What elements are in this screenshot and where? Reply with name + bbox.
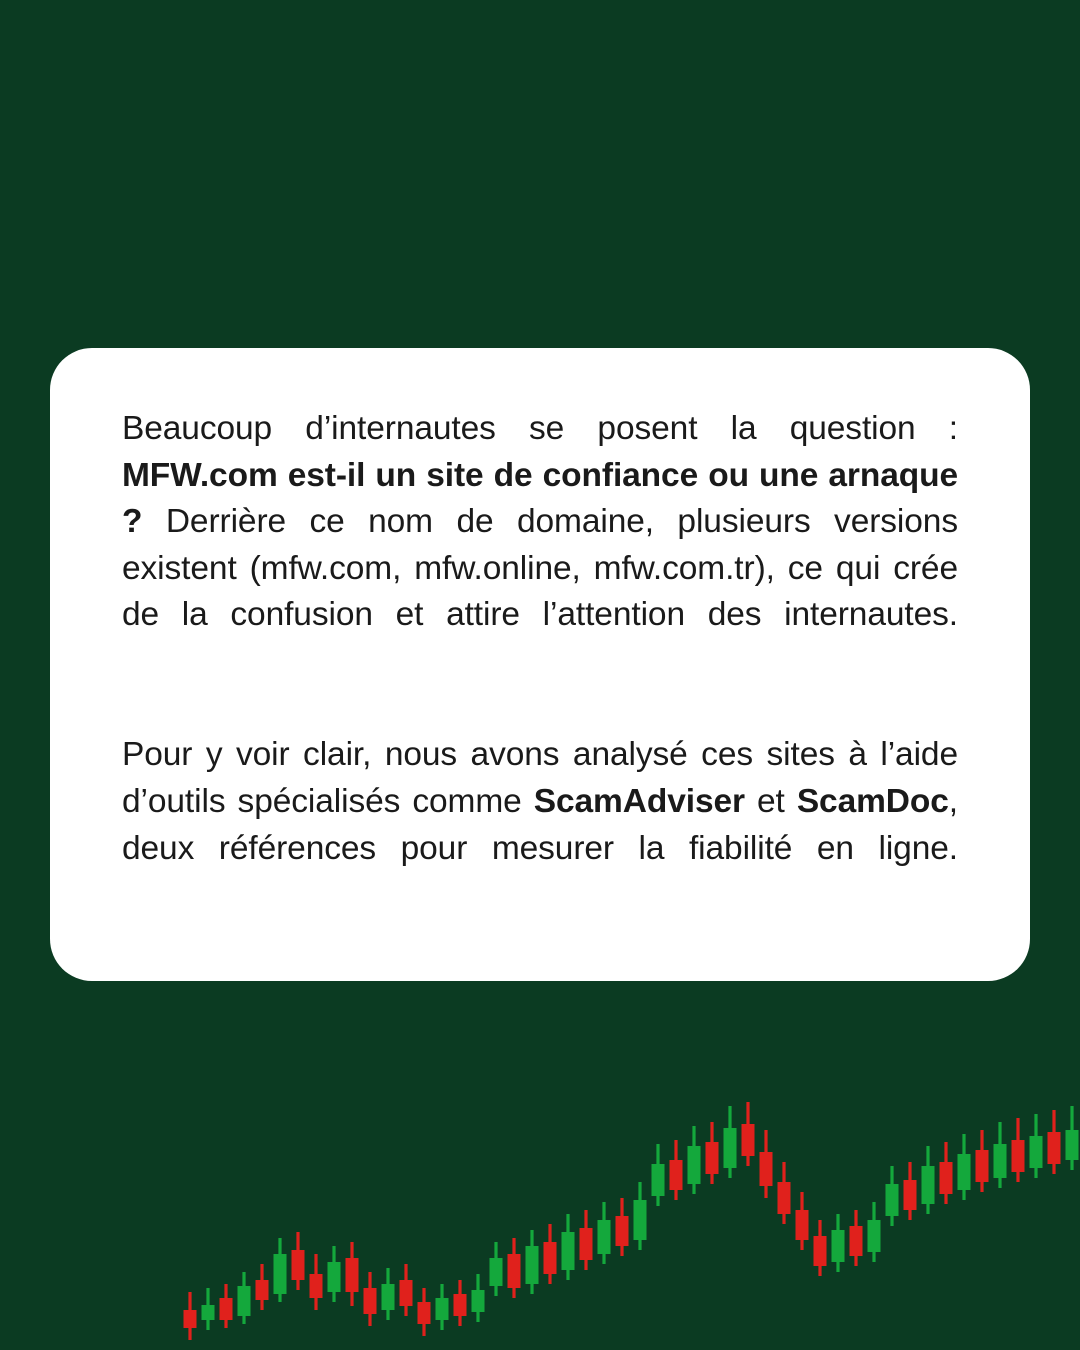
text-card <box>50 348 1030 981</box>
candle-body <box>1066 1130 1079 1160</box>
candle-body <box>760 1152 773 1186</box>
candle-body <box>742 1124 755 1156</box>
candlestick-chart <box>0 1030 1080 1350</box>
paragraph-1-lead: Beaucoup d’internautes se posent la question : <box>122 410 958 447</box>
candle-body <box>1012 1140 1025 1172</box>
tool-name-scamdoc: ScamDoc <box>796 782 949 820</box>
candle-body <box>1048 1132 1061 1164</box>
paragraph-1-bold: MFW.com est-il un site de confiance ou une arnaque ? <box>122 456 958 541</box>
candle-body <box>688 1146 701 1184</box>
candle-body <box>382 1284 395 1310</box>
candle-body <box>418 1302 431 1324</box>
candle-body <box>598 1220 611 1254</box>
candle-body <box>940 1162 953 1194</box>
candle-body <box>904 1180 917 1210</box>
candle-body <box>634 1200 647 1240</box>
candle-body <box>976 1150 989 1182</box>
paragraph-tools <box>122 732 958 918</box>
candle-body <box>238 1286 251 1316</box>
candle-body <box>562 1232 575 1270</box>
candle-body <box>202 1305 215 1320</box>
candle-body <box>292 1250 305 1280</box>
candle-body <box>616 1216 629 1246</box>
paragraph-1-middle: Derrière ce nom de domaine, plusieurs versions existent (mfw.com, mfw.online, mfw.com.tr), ce qui crée de la confusion et attire l’attention des internautes. <box>122 503 958 634</box>
tool-name-scamadviser: ScamAdviser <box>533 782 745 820</box>
candle-body <box>886 1184 899 1216</box>
paragraph-2-middle: et <box>744 782 797 820</box>
candle-body <box>544 1242 557 1274</box>
candle-body <box>508 1254 521 1288</box>
candle-body <box>832 1230 845 1262</box>
paragraph-question <box>122 406 958 685</box>
candle-body <box>850 1226 863 1256</box>
candle-body <box>994 1144 1007 1178</box>
candle-body <box>1030 1136 1043 1168</box>
candle-body <box>958 1154 971 1190</box>
candle-body <box>724 1128 737 1168</box>
candle-body <box>814 1236 827 1266</box>
candle-body <box>364 1288 377 1314</box>
candles-group <box>184 1102 1079 1340</box>
candle-body <box>436 1298 449 1320</box>
paragraph-2-tail: , deux références pour mesurer la fiabilité en ligne. <box>122 782 959 867</box>
candle-body <box>310 1274 323 1298</box>
candle-body <box>868 1220 881 1252</box>
candle-body <box>778 1182 791 1214</box>
candle-body <box>526 1246 539 1284</box>
candle-body <box>670 1160 683 1190</box>
paragraph-2-lead: Pour y voir clair, nous avons analysé ces sites à l’aide d’outils spécialisés comme <box>122 736 958 820</box>
candle-body <box>706 1142 719 1174</box>
candle-body <box>346 1258 359 1292</box>
candle-body <box>220 1298 233 1320</box>
candle-body <box>454 1294 467 1316</box>
candle-body <box>184 1310 197 1328</box>
candle-body <box>652 1164 665 1196</box>
candle-body <box>400 1280 413 1306</box>
candle-body <box>472 1290 485 1312</box>
candle-body <box>274 1254 287 1294</box>
candle-body <box>490 1258 503 1286</box>
candle-body <box>922 1166 935 1204</box>
candle-body <box>796 1210 809 1240</box>
candle-body <box>580 1228 593 1260</box>
candle-body <box>256 1280 269 1300</box>
candle-body <box>328 1262 341 1292</box>
